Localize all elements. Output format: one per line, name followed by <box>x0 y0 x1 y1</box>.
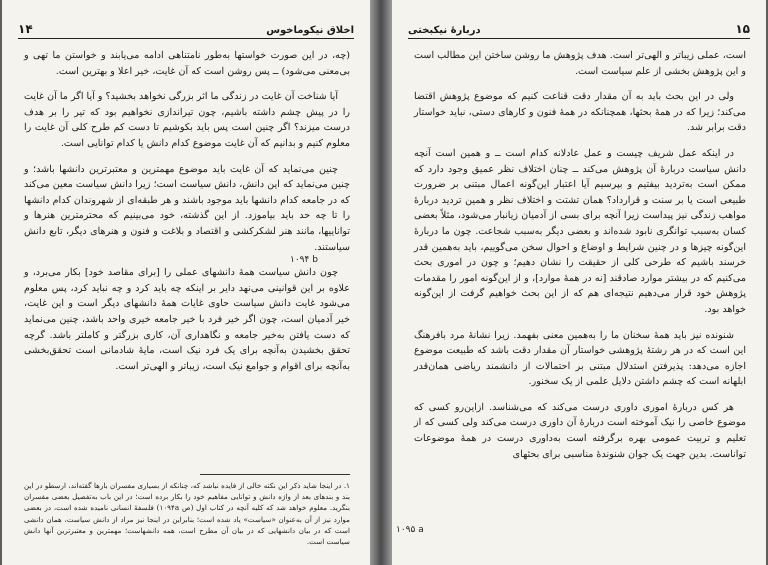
right-page-number: ۱۵ <box>735 22 750 36</box>
right-running-title: دربارۀ نیکبختی <box>408 25 481 36</box>
left-page-number: ۱۴ <box>18 22 33 36</box>
left-page-header <box>18 14 354 39</box>
left-page-body <box>24 48 350 384</box>
left-paragraph-4: چون دانش سیاست همۀ دانشهای عملی را [برای مقاصد خود] بکار می‌برد، و علاوه بر این قوانینی می‌نهد دایر بر اینکه چه باید کرد و چه نباید کرد، پس معلوم می‌شود غایت دانش سیاست حاوی غایات همۀ دانشهای دیگر است و این غایت، خیر آدمیان است، چون اگر خیر فرد با خیر جامعه خیری واحد باشد، چنین می‌نماید که دست یافتن به‌خیر جامعه و نگاهداری آن، کاری بزرگتر و کاملتر باشد. گرچه تحقق بخشیدن به‌آنچه برای یک فرد نیک است، مایۀ شادمانی است تحقق‌بخشی به‌آنچه برای اقوام و جوامع نیک است، زیباتر و الهی‌تر است. <box>24 267 350 372</box>
right-page-body <box>414 48 746 472</box>
right-page-header <box>408 14 750 39</box>
right-paragraph-1: است، عملی زیباتر و الهی‌تر است. هدف پژوهش ما روشن ساختن این مطالب است و این پژوهش بخشی از علم سیاست است. <box>414 50 746 77</box>
left-paragraph-3: چنین می‌نماید که آن غایت باید موضوع مهمترین و معتبرترین دانشها باشد؛ و چنین می‌نماید که این دانش، دانش سیاست است؛ زیرا دانش سیاست معین می‌کند که در جامعه کدام دانشها باید موجود باشند و هر طبقه‌ای از شهروندان کدام دانشها را تا چه حد باید بیاموزد. از این گذشته، خود می‌بینیم که محترمترین هنرها و تواناییها، مانند هنر لشکرکشی و اقتصاد و بلاغت و فنون و هنرهای دیگر، تابع دانش سیاستند. <box>24 163 350 253</box>
right-page <box>392 0 766 565</box>
book-gutter <box>370 0 392 565</box>
left-paragraph-1: (چه، در این صورت خواستها به‌طور نامتناهی ادامه می‌یابند و خواستن ما تهی و بی‌معنی می‌شود) ــ پس روشن است که آن غایت، خیر اعلا و بهترین است. <box>24 50 350 77</box>
left-marginal-reference: ۱۰۹۴ b <box>290 255 318 265</box>
right-paragraph-3: در اینکه عمل شریف چیست و عمل عادلانه کدام است ــ و همین است آنچه دانش سیاست دربارۀ آن پژوهش می‌کند ــ چنان اختلاف نظر عمیق وجود دارد که ممکن است به‌تردید بیفتیم و بپرسیم آیا اعتبار این‌گونه اعمال مبتنی بر ضرورت طبیعی است یا بر سنت و قرارداد؟ همان تشتت و اختلاف نظر و همین تردید دربارۀ مواهب زندگی نیز پیداست زیرا آنچه برای بسی از آدمیان زیانبار می‌شود، مثلاً بعضی کسان به‌سبب توانگری نابود شده‌اند و بعضی دیگر به‌سبب شجاعت. چون ما دربارۀ این‌گونه چیزها و در چنین شرایط و اوضاع و احوال سخن می‌گوییم، باید به‌همین قدر خرسند باشیم که طرحی کلی از حقیقت را نشان دهیم؛ و چون در اموری بحث می‌کنیم که در بیشتر موارد صادقند [نه در همۀ موارد]، و از این‌گونه امور را مقدمات پژوهش خود قرار می‌دهیم نتیجه‌ای هم که از این بحث خواهیم گرفت از این‌گونه خواهد بود. <box>414 147 746 315</box>
right-paragraph-4: شنونده نیز باید همۀ سخنان ما را به‌همین معنی بفهمد. زیرا نشانۀ مرد بافرهنگ این است که در هر رشتۀ پژوهشی خواستار آن مقدار دقت باشد که طبیعت موضوع اجازه می‌دهد: پذیرفتن استدلال مبتنی بر احتمالات از دانشمند ریاضی همان‌قدر ابلهانه است که چشم داشتن دلایل علمی از یک سخنور. <box>414 329 746 388</box>
left-running-title: اخلاق نیکوماخوس <box>266 25 354 36</box>
left-page <box>2 0 370 565</box>
left-paragraph-2: آیا شناخت آن غایت در زندگی ما اثر بزرگی نخواهد بخشید؟ و آیا اگر ما آن غایت را در پیش چشم داشته باشیم، چون تیراندازی نخواهیم بود که تیر را بر هدف درست میزند؟ اگر چنین است پس باید بکوشیم تا دست کم طرح کلی آن غایت را معلوم کنیم و بدانیم که آن غایت موضوع کدام دانش یا کدام توانایی است. <box>24 91 350 149</box>
right-paragraph-5: هر کس دربارۀ اموری داوری درست می‌کند که می‌شناسد. ازاین‌رو کسی که موضوع خاصی را نیک آموخته است دربارۀ آن داوری درست می‌کند ولی کسی که از تعلیم و تربیت عمومی بهره برگرفته است به‌داوری درست در همۀ موضوعات تواناست. بدین جهت یک جوان شنوندۀ مناسبی برای بحثهای <box>414 401 746 460</box>
footnote-divider <box>200 474 350 475</box>
left-footnote: ۱. در اینجا شاید ذکر این نکته خالی از فایده نباشد که، چنانکه از بسیاری مفسران بارها گفته‌اند، ارسطو در این بند و بندهای بعد از واژه دانش و توانایی مفاهیم خود را بکار برده است؛ در این باب به‌تفصیل بعضی مفسران بنگرید. معلوم خواهد شد که کلیه آنچه در کتاب اول (ص ۱۰۹۴a) فلسفۀ انسانی نامیده شده است، در بعضی موارد نیز از آن به‌عنوان «سیاست» یاد شده است؛ بنابراین در اینجا نیز مراد از دانش سیاست، همان دانشی است که در بیان دانشهایی که در بیان آن مطرح است، همه دانشهاست؛ مهمترین و معتبرترین آنها دانش سیاست است. <box>24 481 350 547</box>
right-paragraph-2: ولی در این بحث باید به آن مقدار دقت قناعت کنیم که موضوع پژوهش اقتضا می‌کند؛ زیرا که در همۀ بحثها، همچنانکه در همۀ فنون و کارهای دستی، نباید خواستار دقت برابر شد. <box>414 91 746 134</box>
right-marginal-reference: ۱۰۹۵ a <box>396 525 424 535</box>
